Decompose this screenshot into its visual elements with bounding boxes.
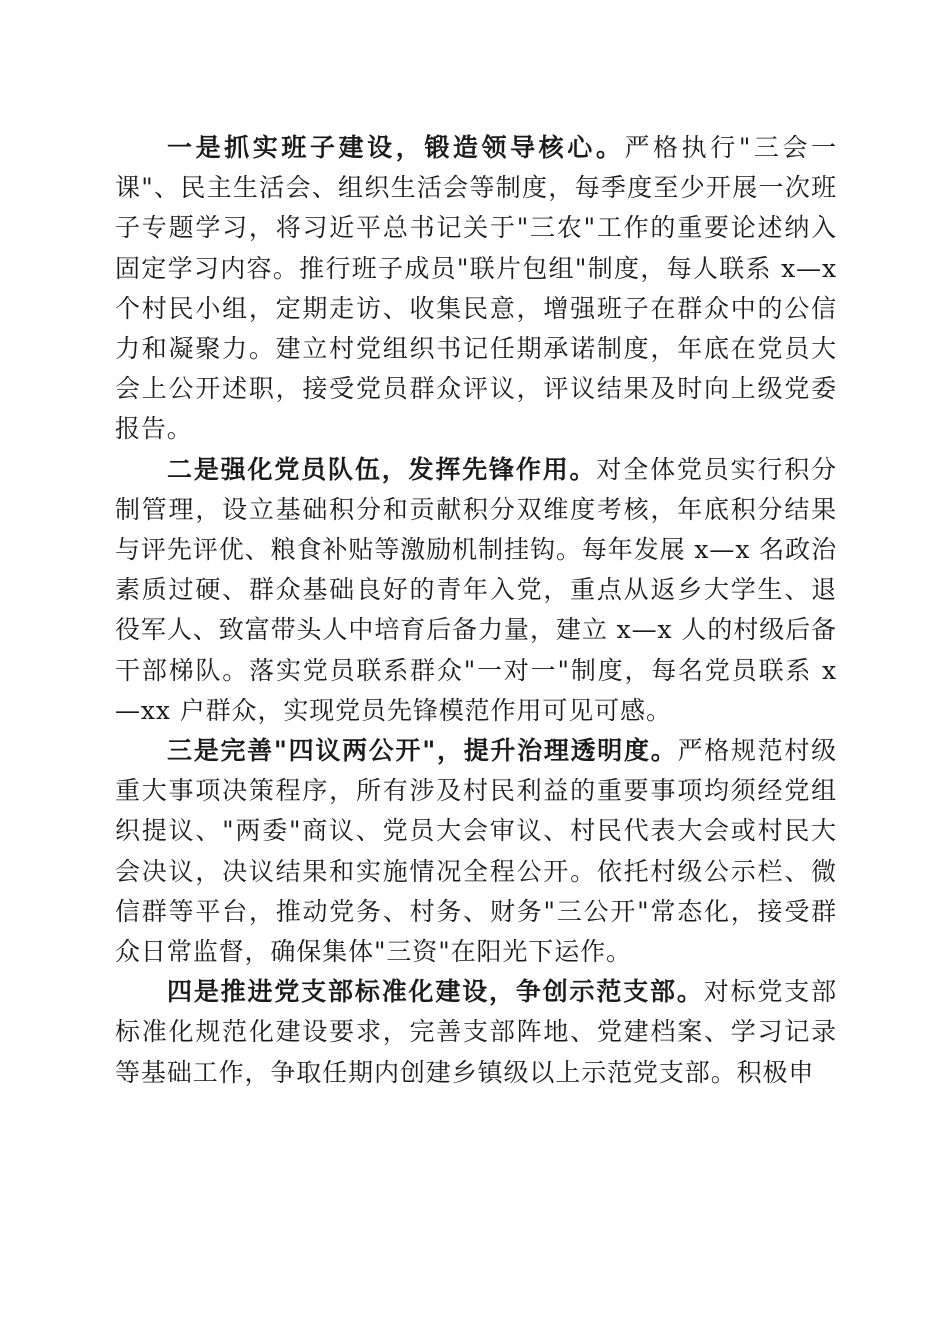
paragraph-1-heading: 一是抓实班子建设，锻造领导核心。 — [167, 133, 625, 162]
paragraph-1 — [115, 128, 837, 450]
paragraph-4-text: 对标党支部标准化规范化建设要求，完善支部阵地、党建档案、学习记录等基础工作，争取任期内创建乡镇级以上示范党支部。积极申 — [115, 977, 837, 1087]
paragraph-3-heading: 三是完善"四议两公开"，提升治理透明度。 — [167, 736, 678, 766]
paragraph-2-heading: 二是强化党员队伍，发挥先锋作用。 — [167, 454, 597, 484]
paragraph-3 — [115, 731, 837, 972]
paragraph-2-text: 对全体党员实行积分制管理，设立基础积分和贡献积分双维度考核，年底积分结果与评先评优、粮食补贴等激励机制挂钩。每年发展 x—x 名政治素质过硬、群众基础良好的青年入党，重点从返乡大学生、退役军人、致富带头人中培育后备力量，建立 x—x 人的村级后备干部梯队。落实党员联系群众"一对一"制度，每名党员联系 x—xx 户群众，实现党员先锋模范作用可见可感。 — [115, 454, 838, 725]
paragraph-4 — [115, 972, 837, 1093]
paragraph-4-heading: 四是推进党支部标准化建设，争创示范支部。 — [167, 977, 704, 1007]
paragraph-1-text: 严格执行"三会一课"、民主生活会、组织生活会等制度，每季度至少开展一次班子专题学习，将习近平总书记关于"三农"工作的重要论述纳入固定学习内容。推行班子成员"联片包组"制度，每人联系 x—x 个村民小组，定期走访、收集民意，增强班子在群众中的公信力和凝聚力。建立村党组织书记任期承诺制度，年底在党员大会上公开述职，接受党员群众评议，评议结果及时向上级党委报告。 — [115, 133, 838, 444]
document-body — [115, 128, 837, 1093]
paragraph-3-text: 严格规范村级重大事项决策程序，所有涉及村民利益的重要事项均须经党组织提议、"两委"商议、党员大会审议、村民代表大会或村民大会决议，决议结果和实施情况全程公开。依托村级公示栏、微信群等平台，推动党务、村务、财务"三公开"常态化，接受群众日常监督，确保集体"三资"在阳光下运作。 — [115, 736, 837, 967]
paragraph-2 — [115, 450, 837, 731]
